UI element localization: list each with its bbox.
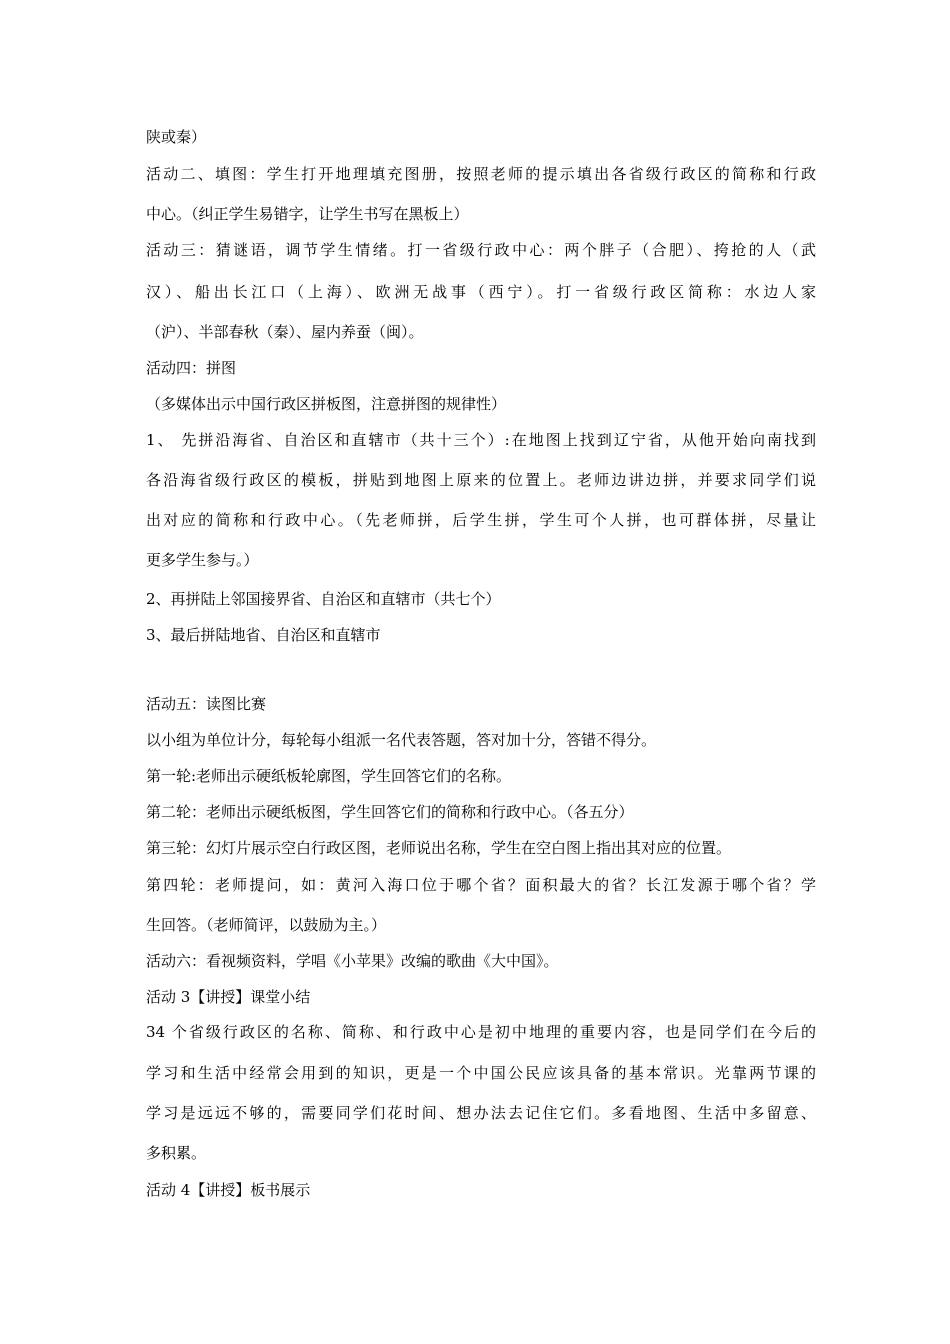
text-line: 第二轮：老师出示硬纸板图，学生回答它们的简称和行政中心。（各五分） [146,803,634,821]
text-line: 活动三：猜谜语，调节学生情绪。打一省级行政中心：两个胖子（合肥）、挎抢的人（武 [146,241,816,259]
text-line: 第三轮：幻灯片展示空白行政区图，老师说出名称，学生在空白图上指出其对应的位置。 [146,839,732,857]
text-line: 更多学生参与。） [146,551,259,569]
text-line: 活动二、填图：学生打开地理填充图册，按照老师的提示填出各省级行政区的简称和行政 [146,165,816,183]
text-line: 出对应的简称和行政中心。（先老师拼，后学生拼，学生可个人拼，也可群体拼，尽量让 [146,511,816,529]
text-line: 第一轮:老师出示硬纸板轮廓图，学生回答它们的名称。 [146,767,512,785]
text-line: 第四轮：老师提问，如：黄河入海口位于哪个省？面积最大的省？长江发源于哪个省？学 [146,876,816,894]
text-line: 中心。（纠正学生易错字，让学生书写在黑板上） [146,205,469,223]
text-line: 学习和生活中经常会用到的知识，更是一个中国公民应该具备的基本常识。光靠两节课的 [146,1064,816,1082]
section-heading: 活动 3【讲授】课堂小结 [146,988,311,1006]
text-line: 1、 先拼沿海省、自治区和直辖市（共十三个）:在地图上找到辽宁省，从他开始向南找到 [146,431,816,449]
text-line: （多媒体出示中国行政区拼板图，注意拼图的规律性） [146,395,507,413]
text-line: 3、最后拼陆地省、自治区和直辖市 [146,626,381,644]
text-line: 汉）、船出长江口（上海）、欧洲无战事（西宁）。打一省级行政区简称：水边人家 [146,283,816,301]
text-line: 生回答。（老师简评，以鼓励为主。） [146,916,387,934]
section-heading: 活动 4【讲授】板书展示 [146,1181,311,1199]
text-line: 2、再拼陆上邻国接界省、自治区和直辖市（共七个） [146,590,501,608]
section-heading: 活动四：拼图 [146,359,237,377]
text-line: 学习是远远不够的，需要同学们花时间、想办法去记住它们。多看地图、生活中多留意、 [146,1104,816,1122]
text-line: 多积累。 [146,1144,207,1162]
section-heading: 活动五：读图比赛 [146,695,267,713]
text-line: 以小组为单位计分，每轮每小组派一名代表答题，答对加十分，答错不得分。 [146,731,657,749]
text-line: 34 个省级行政区的名称、简称、和行政中心是初中地理的重要内容，也是同学们在今后的 [146,1023,816,1041]
text-line: 陕或秦） [146,128,207,146]
text-line: （沪）、半部春秋（秦）、屋内养蚕（闽）。 [146,323,424,341]
text-line: 各沿海省级行政区的模板，拼贴到地图上原来的位置上。老师边讲边拼，并要求同学们说 [146,471,816,489]
text-line: 活动六：看视频资料，学唱《小苹果》改编的歌曲《大中国》。 [146,952,559,970]
